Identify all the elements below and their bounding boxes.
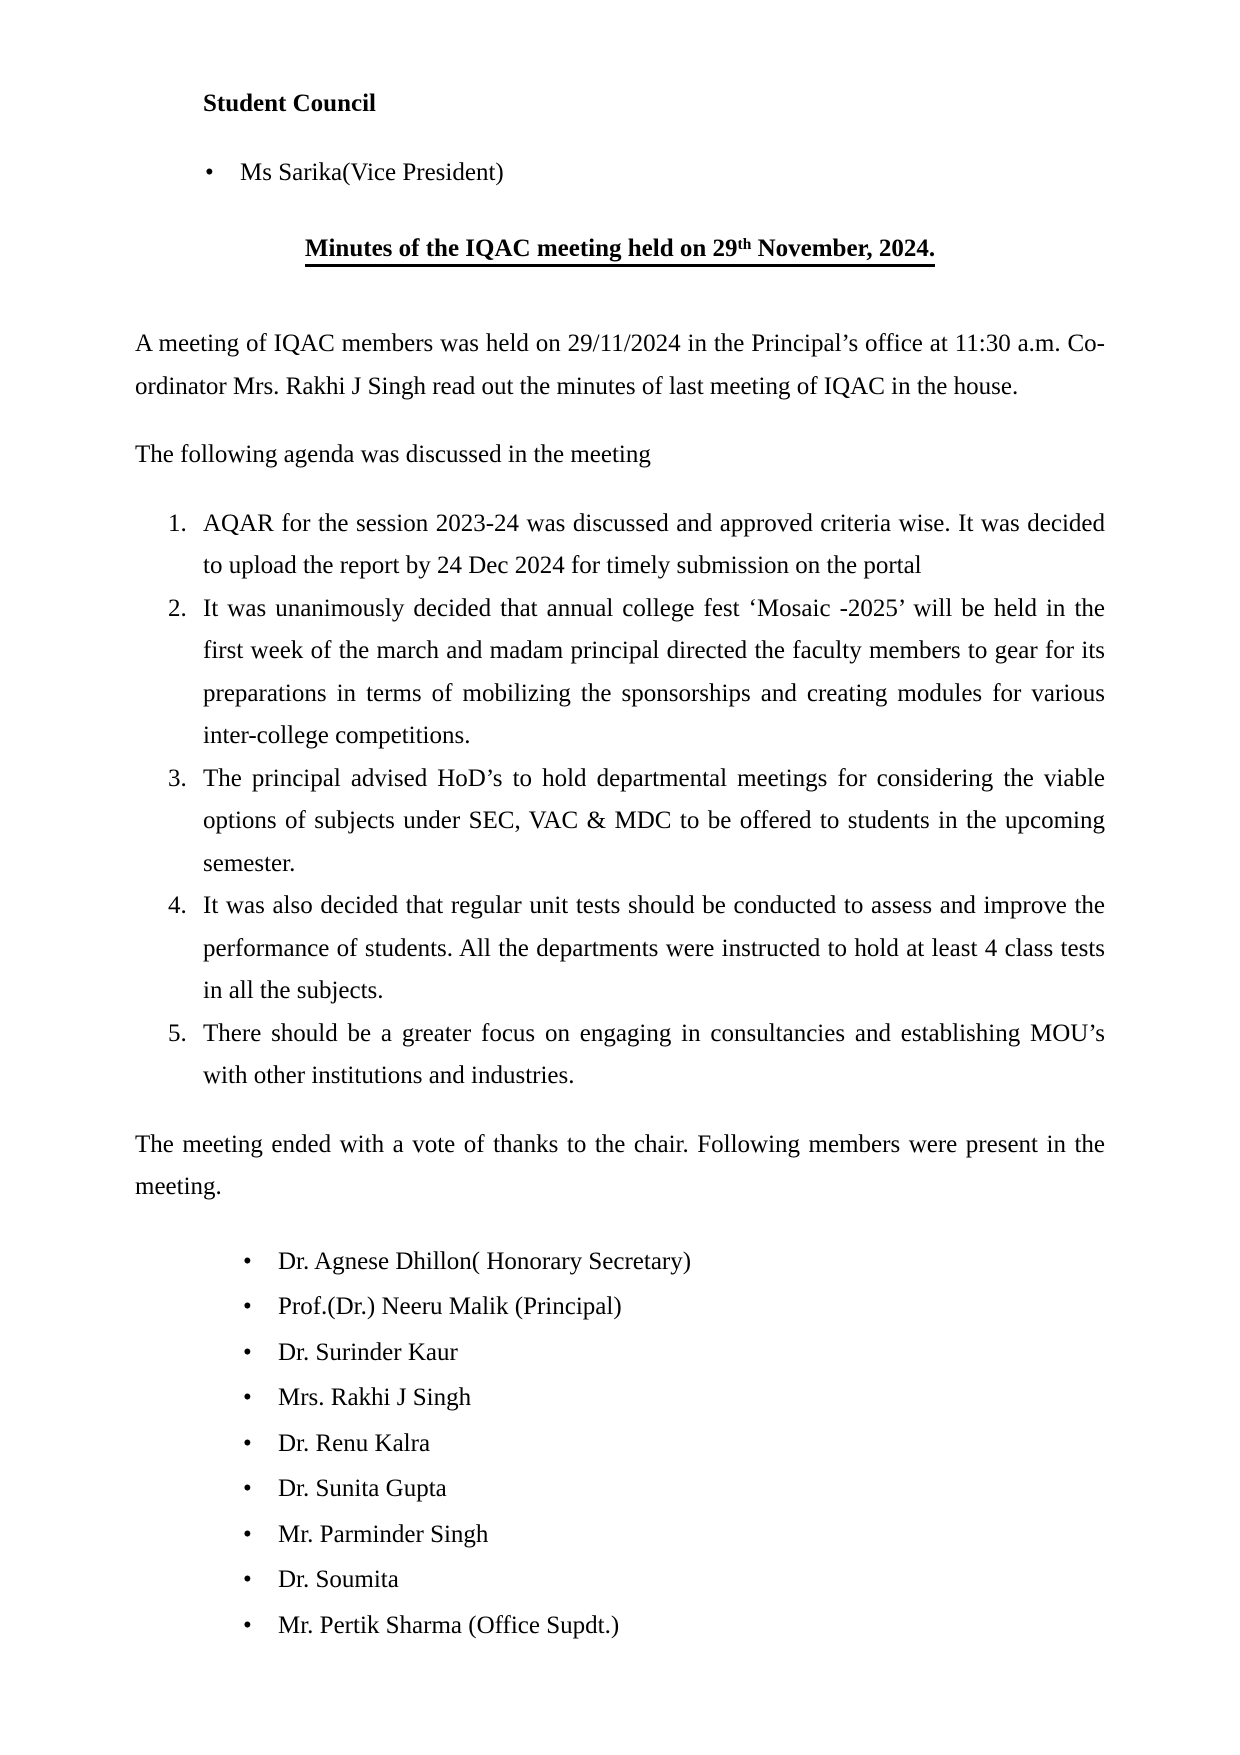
attendee-item bbox=[135, 1423, 1105, 1466]
council-member-item bbox=[135, 157, 1105, 188]
intro-paragraph: A meeting of IQAC members was held on 29/11/2024 in the Principal’s office at 11:30 a.m. Co-ordinator Mrs. Rakhi J Singh read out the minutes of last meeting of IQAC in the house. bbox=[135, 330, 1105, 400]
agenda-list bbox=[135, 503, 1105, 1098]
attendee-name: Prof.(Dr.) Neeru Malik (Principal) bbox=[278, 1293, 622, 1320]
agenda-item-text: It was also decided that regular unit tests should be conducted to assess and improve the performance of students. All the departments were instructed to hold at least 4 class tests in all the subjects. bbox=[203, 892, 1105, 1004]
agenda-item bbox=[135, 758, 1105, 886]
agenda-item bbox=[135, 588, 1105, 758]
attendee-name: Mr. Parminder Singh bbox=[278, 1520, 489, 1548]
document-title-underline bbox=[305, 235, 935, 267]
agenda-item-number: 5. bbox=[168, 1019, 187, 1047]
attendee-item bbox=[135, 1377, 1105, 1420]
attendee-name: Dr. Soumita bbox=[278, 1566, 399, 1593]
bullet-icon: • bbox=[243, 1338, 252, 1366]
agenda-lead-paragraph: The following agenda was discussed in the meeting bbox=[135, 441, 651, 468]
attendee-name: Mr. Pertik Sharma (Office Supdt.) bbox=[278, 1611, 620, 1639]
document-title bbox=[135, 233, 1105, 266]
attendee-item bbox=[135, 1559, 1105, 1602]
agenda-item-number: 4. bbox=[168, 892, 187, 919]
agenda-item-text: AQAR for the session 2023-24 was discussed and approved criteria wise. It was decided to upload the report by 24 Dec 2024 for timely submission on the portal bbox=[203, 509, 1105, 579]
agenda-item-text: There should be a greater focus on engaging in consultancies and establishing MOU’s with other institutions and industries. bbox=[203, 1019, 1105, 1089]
attendee-name: Dr. Sunita Gupta bbox=[278, 1475, 447, 1502]
attendee-name: Dr. Agnese Dhillon( Honorary Secretary) bbox=[278, 1247, 692, 1275]
section-heading-student-council: Student Council bbox=[203, 90, 376, 117]
attendee-name: Mrs. Rakhi J Singh bbox=[278, 1384, 472, 1411]
agenda-item-number: 2. bbox=[168, 594, 187, 622]
attendee-name: Dr. Surinder Kaur bbox=[278, 1338, 458, 1366]
agenda-item bbox=[135, 885, 1105, 1013]
bullet-icon: • bbox=[243, 1520, 252, 1548]
agenda-item-number: 3. bbox=[168, 764, 187, 792]
agenda-item-number: 1. bbox=[168, 509, 187, 537]
attendee-item bbox=[135, 1286, 1105, 1329]
closing-paragraph: The meeting ended with a vote of thanks to the chair. Following members were present in the meeting. bbox=[135, 1130, 1105, 1200]
bullet-icon: • bbox=[205, 159, 214, 187]
bullet-icon: • bbox=[243, 1293, 252, 1320]
bullet-icon: • bbox=[243, 1247, 252, 1275]
bullet-icon: • bbox=[243, 1475, 252, 1502]
document-title-part1: Minutes of the IQAC meeting held on 29 bbox=[304, 234, 738, 262]
document-title-part2: November, 2024. bbox=[751, 234, 936, 262]
attendee-item bbox=[135, 1605, 1105, 1648]
bullet-icon: • bbox=[243, 1566, 252, 1593]
document-title-superscript: th bbox=[737, 235, 752, 253]
agenda-item bbox=[135, 503, 1105, 588]
attendee-name: Dr. Renu Kalra bbox=[278, 1429, 431, 1457]
bullet-icon: • bbox=[243, 1384, 252, 1411]
agenda-item-text: It was unanimously decided that annual college fest ‘Mosaic -2025’ will be held in the first week of the march and madam principal directed the faculty members to gear for its preparations in terms of mobilizing the sponsorships and creating modules for various inter-college competitions. bbox=[203, 594, 1105, 749]
attendee-list bbox=[135, 1241, 1105, 1648]
bullet-icon: • bbox=[243, 1429, 252, 1457]
attendee-item bbox=[135, 1241, 1105, 1284]
attendee-item bbox=[135, 1468, 1105, 1511]
agenda-item-text: The principal advised HoD’s to hold departmental meetings for considering the viable options of subjects under SEC, VAC & MDC to be offered to students in the upcoming semester. bbox=[203, 764, 1105, 877]
attendee-item bbox=[135, 1514, 1105, 1557]
agenda-item bbox=[135, 1013, 1105, 1098]
council-member-list bbox=[135, 157, 1105, 188]
attendee-item bbox=[135, 1332, 1105, 1375]
bullet-icon: • bbox=[243, 1611, 252, 1639]
council-member-name: Ms Sarika(Vice President) bbox=[240, 159, 504, 187]
